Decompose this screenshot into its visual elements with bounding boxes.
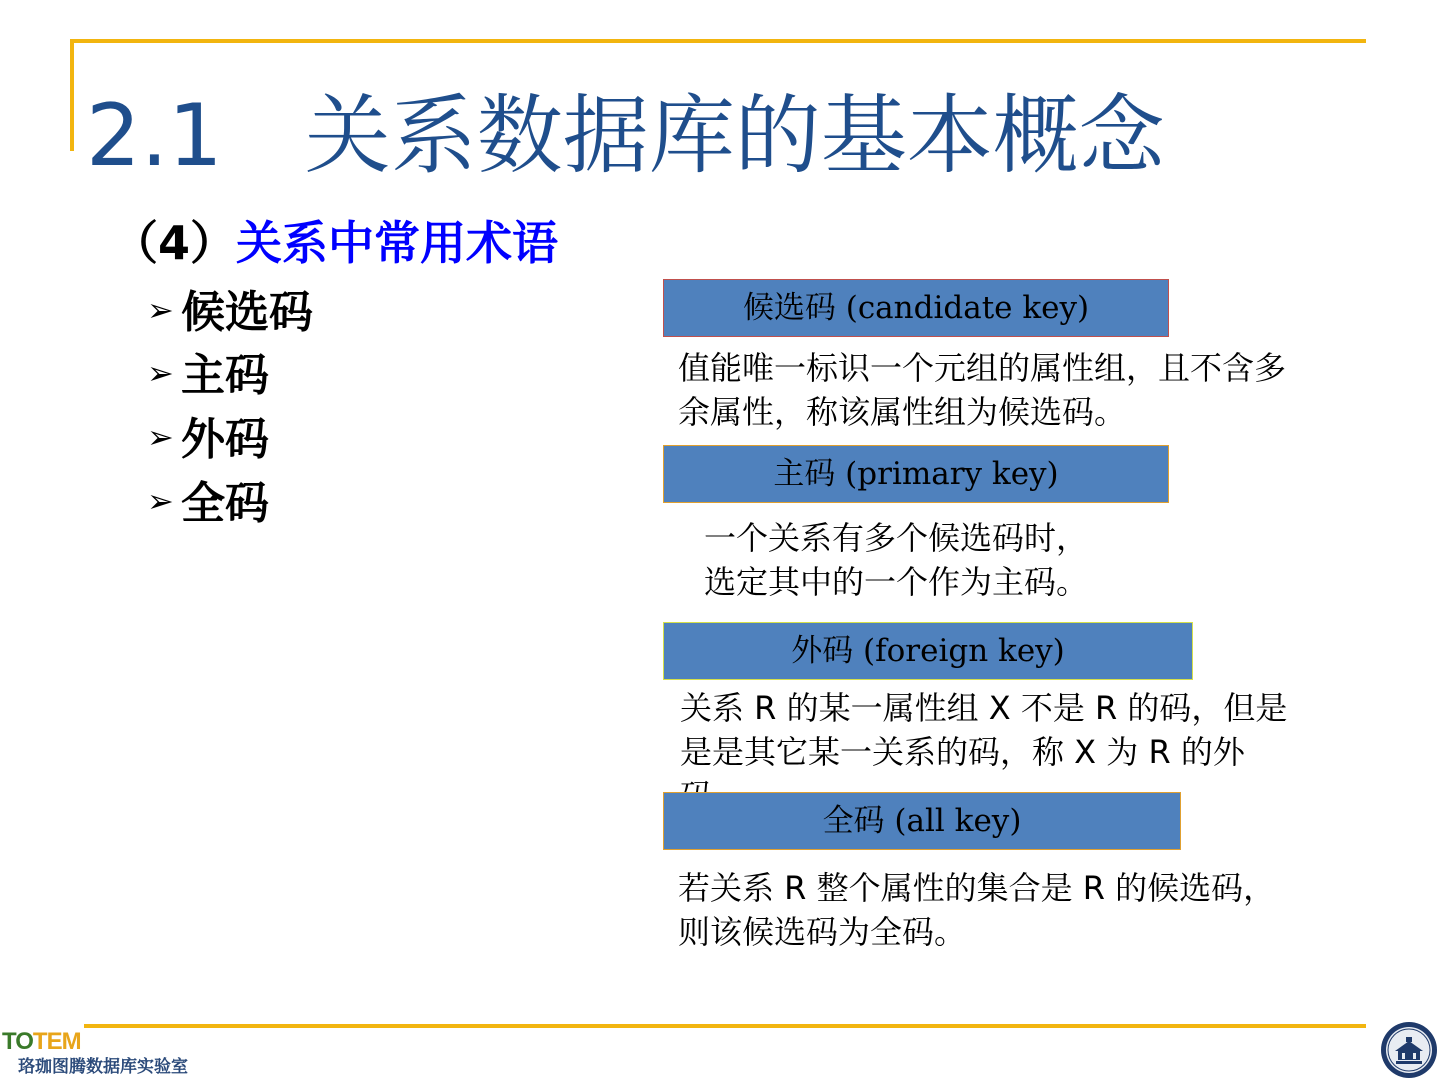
primary-key-description xyxy=(704,516,1224,604)
arrow-bullet-icon: ➢ xyxy=(147,418,174,456)
section-heading xyxy=(112,213,558,273)
primary-key-box: 主码 (primary key) xyxy=(663,445,1169,503)
bullet-label: 候选码 xyxy=(181,287,313,338)
bullet-foreign-key xyxy=(147,409,269,468)
all-key-description: 若关系 R 整个属性的集合是 R 的候选码，则该候选码为全码。 xyxy=(678,869,1276,951)
header-rule xyxy=(72,39,1366,43)
all-key-box: 全码 (all key) xyxy=(663,792,1181,850)
bullet-label: 外码 xyxy=(181,414,269,465)
bullet-primary-key xyxy=(147,345,269,404)
totem-logo: TOTEM xyxy=(2,1028,81,1055)
bullet-label: 全码 xyxy=(181,478,269,529)
footer-rule xyxy=(84,1024,1366,1028)
arrow-bullet-icon: ➢ xyxy=(147,482,174,520)
bullet-label: 主码 xyxy=(181,350,269,401)
bullet-candidate-key xyxy=(147,282,313,341)
header-left-rule xyxy=(70,39,74,151)
foreign-key-box: 外码 (foreign key) xyxy=(663,622,1193,680)
slide-title: 2.1 关系数据库的基本概念 xyxy=(86,86,1165,186)
candidate-key-box: 候选码 (candidate key) xyxy=(663,279,1169,337)
primary-key-description-line-1: 一个关系有多个候选码时， xyxy=(704,519,1089,557)
section-title: 关系中常用术语 xyxy=(236,216,559,270)
primary-key-description-line-2: 选定其中的一个作为主码。 xyxy=(704,563,1089,601)
section-number: （4） xyxy=(112,216,237,270)
candidate-key-description: 值能唯一标识一个元组的属性组，且不含多余属性，称该属性组为候选码。 xyxy=(678,349,1287,431)
foreign-key-description: 关系 R 的某一属性组 X 不是 R 的码，但是是是其它某一关系的码，称 X 为 R 的外 xyxy=(680,689,1288,771)
arrow-bullet-icon: ➢ xyxy=(147,291,174,329)
lab-name: 珞珈图腾数据库实验室 xyxy=(18,1057,188,1077)
arrow-bullet-icon: ➢ xyxy=(147,354,174,392)
bullet-all-key xyxy=(147,473,269,532)
university-seal-icon xyxy=(1380,1021,1438,1079)
